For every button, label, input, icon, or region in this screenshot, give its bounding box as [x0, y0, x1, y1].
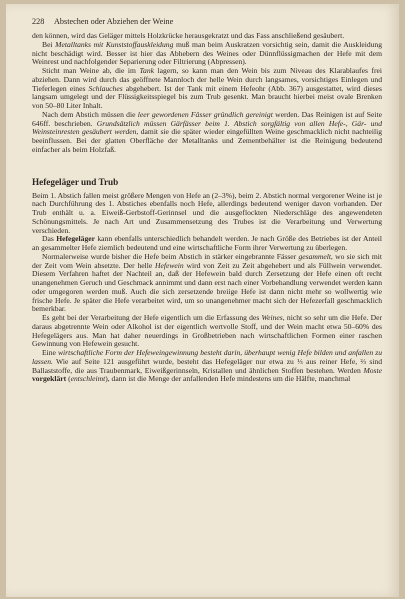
- bold-text: Hefegeläger: [56, 234, 95, 244]
- text-run: Eine: [42, 348, 58, 357]
- paragraph: [32, 314, 382, 349]
- italic-text: Weines,: [261, 313, 285, 322]
- paragraph: [32, 349, 382, 384]
- paragraph: [32, 235, 382, 253]
- running-title: Abstechen oder Abziehen der Weine: [54, 17, 174, 26]
- text-run: wo sie sich mit der Zeit vom Wein absetzte. Der helle: [32, 251, 382, 270]
- italic-text: Hefewein: [155, 260, 184, 270]
- text-run: Sticht man Weine ab, die im: [42, 66, 140, 75]
- section-heading: Hefegeläger und Trub: [32, 176, 119, 187]
- italic-text: Metalltanks mit Kunststoffauskleidung: [55, 39, 174, 49]
- text-run: wird von Zeit zu Zeit abgehebert und als Füllwein verwendet. Diesem Verfahren haftet der Nachteil an, daß der Hefewein bald durch Zersetzung der Hefe einen oft recht unangenehmen Geruch und Geschmack annimmt und dann erst nach einer Vorbehandlung verwendet werden kann oder umgegoren werden muß. Auch die sich zersetzende breiige Hefe ist dann nicht mehr so wollwertig wie frische Hefe. Je später die Hefe verarbeitet wird, um so unangenehmer macht sich der Hefezerfall geschmacklich bemerkbar.: [32, 260, 383, 314]
- text-run: den können, wird das Geläger mittels Holzkrücke herausgekratzt und das Fass anschließend gesäubert.: [32, 31, 345, 40]
- page-text: [32, 18, 382, 384]
- text-run: Beim 1. Abstich fallen meist größere Mengen von Hefe an (2–3%), beim 2. Abstich normal vergorener Weine ist je nach Durchführung des 1. Abstiches ebenfalls noch Hefe, allerdings bedeutend weniger davon vorhanden. Der Trub enthält u. a. Eiweiß-Gerbstoff-Gerinnsel und die ausgeflockten Niederschläge des angewendeten Schönungsmittels. Je nach Art und Zusammensetzung des Trubes ist die Verarbeitung und Verwertung verschieden.: [32, 190, 382, 235]
- bold-text: vorgeklärt: [32, 374, 67, 384]
- text-run: (: [66, 374, 71, 384]
- text-run: Bei: [42, 39, 56, 49]
- text-run: Wie auf Seite 121 ausgeführt wurde, besteht das Hefegeläger nur etwa zu ⅓ aus reiner Hefe, ⅔ sind Ballaststoffe, die aus Traubenmark, Eiweißgerinnseln, Kristallen und ähnlichen Stoffen bestehen. Werden: [32, 356, 382, 375]
- italic-text: Schlauches: [88, 83, 123, 93]
- text-run: damit sie die später wieder eingefüllten Weine geschmacklich nicht nachteilig beeinflussen. Bei der glatten Oberfläche der Metalltanks und Zementbehälter ist die Reinigung bedeutend einfacher als beim Holzfaß.: [32, 127, 382, 154]
- text-run: kann ebenfalls unterschiedlich behandelt werden. Je nach Größe des Betriebes ist der Anteil an gesammelter Hefe ziemlich bedeutend und eine wirtschaftliche Form ihrer Verwertung zu überlegen.: [32, 234, 382, 252]
- text-run: werden. Das Reinigen ist auf Seite 646ff. beschrieben.: [32, 109, 382, 128]
- italic-text: Tank: [139, 66, 154, 75]
- paragraph: [32, 192, 382, 236]
- text-run: ), dann ist die Menge der anfallenden Hefe mindestens um die Hälfte, manchmal: [105, 374, 351, 384]
- text-run: Nach dem Abstich müssen die: [42, 109, 138, 119]
- paragraph: [32, 67, 382, 111]
- page-number: 228: [32, 17, 45, 26]
- paragraph: [32, 41, 382, 67]
- italic-text: wirtschaftliche Form der Hefeweingewinnung besteht darin, überhaupt wenig Hefe bilden und anfallen zu lassen.: [32, 348, 382, 366]
- paragraph: [32, 253, 382, 314]
- italic-text: gesammelt,: [298, 251, 333, 261]
- italic-text: Grundsätzlich müssen Gärfässer beim 1. Abstich sorgfältig von allen Hefe-, Gär- und Weinsteinresten gesäubert werden,: [32, 118, 383, 137]
- paragraph: [32, 111, 382, 155]
- running-header: [32, 18, 382, 29]
- book-page: [6, 4, 399, 597]
- text-run: Das: [42, 234, 57, 244]
- italic-text: entschleimt: [70, 374, 106, 384]
- italic-text: Moste: [363, 365, 382, 375]
- text-run: abgehebert. Ist der Tank mit einem Hefeohr (Abb. 367) ausgestattet, wird dieses langsam umgelegt und der Flüssigkeitsspiegel bis zum Trub gesenkt. Man braucht hierbei meist ovale Brenken von 50–80 Liter Inhalt.: [32, 83, 382, 110]
- text-run: Normalerweise wurde bisher die Hefe beim Abstich in stärker eingebrannte Fässer: [42, 251, 299, 261]
- italic-text: leer gewordenen Fässer gründlich gereinigt: [137, 109, 273, 119]
- text-run: Es geht bei der Verarbeitung der Hefe eigentlich um die Erfassung des: [42, 313, 262, 322]
- text-run: muß man beim Auskratzen vorsichtig sein, damit die Auskleidung nicht beschädigt wird. Besser ist hier das Abhebern des Weines oder Dünnflüssigmachen der Hefe mit dem Weinrest und nachfolgender Separierung oder Filtrierung (Abpressen).: [32, 39, 383, 67]
- text-run: nicht so sehr um die Hefe. Der daraus abgetrennte Wein oder Alkohol ist der eigentlich wertvolle Stoff, und der Wein macht etwa 50–60% des Hefegelägers aus. Man hat daher neuerdings in Großbetrieben nach wirtschaftlichen Formen einer raschen Gewinnung von Hefewein gesucht.: [32, 313, 382, 349]
- text-run: lagern, so kann man den Wein bis zum Niveau des Klarablaufes frei abziehen. Dann wird durch das geöffnete Mannloch der helle Wein durch langsames, vorsichtiges Einlegen und Tieferlegen eines: [32, 66, 382, 93]
